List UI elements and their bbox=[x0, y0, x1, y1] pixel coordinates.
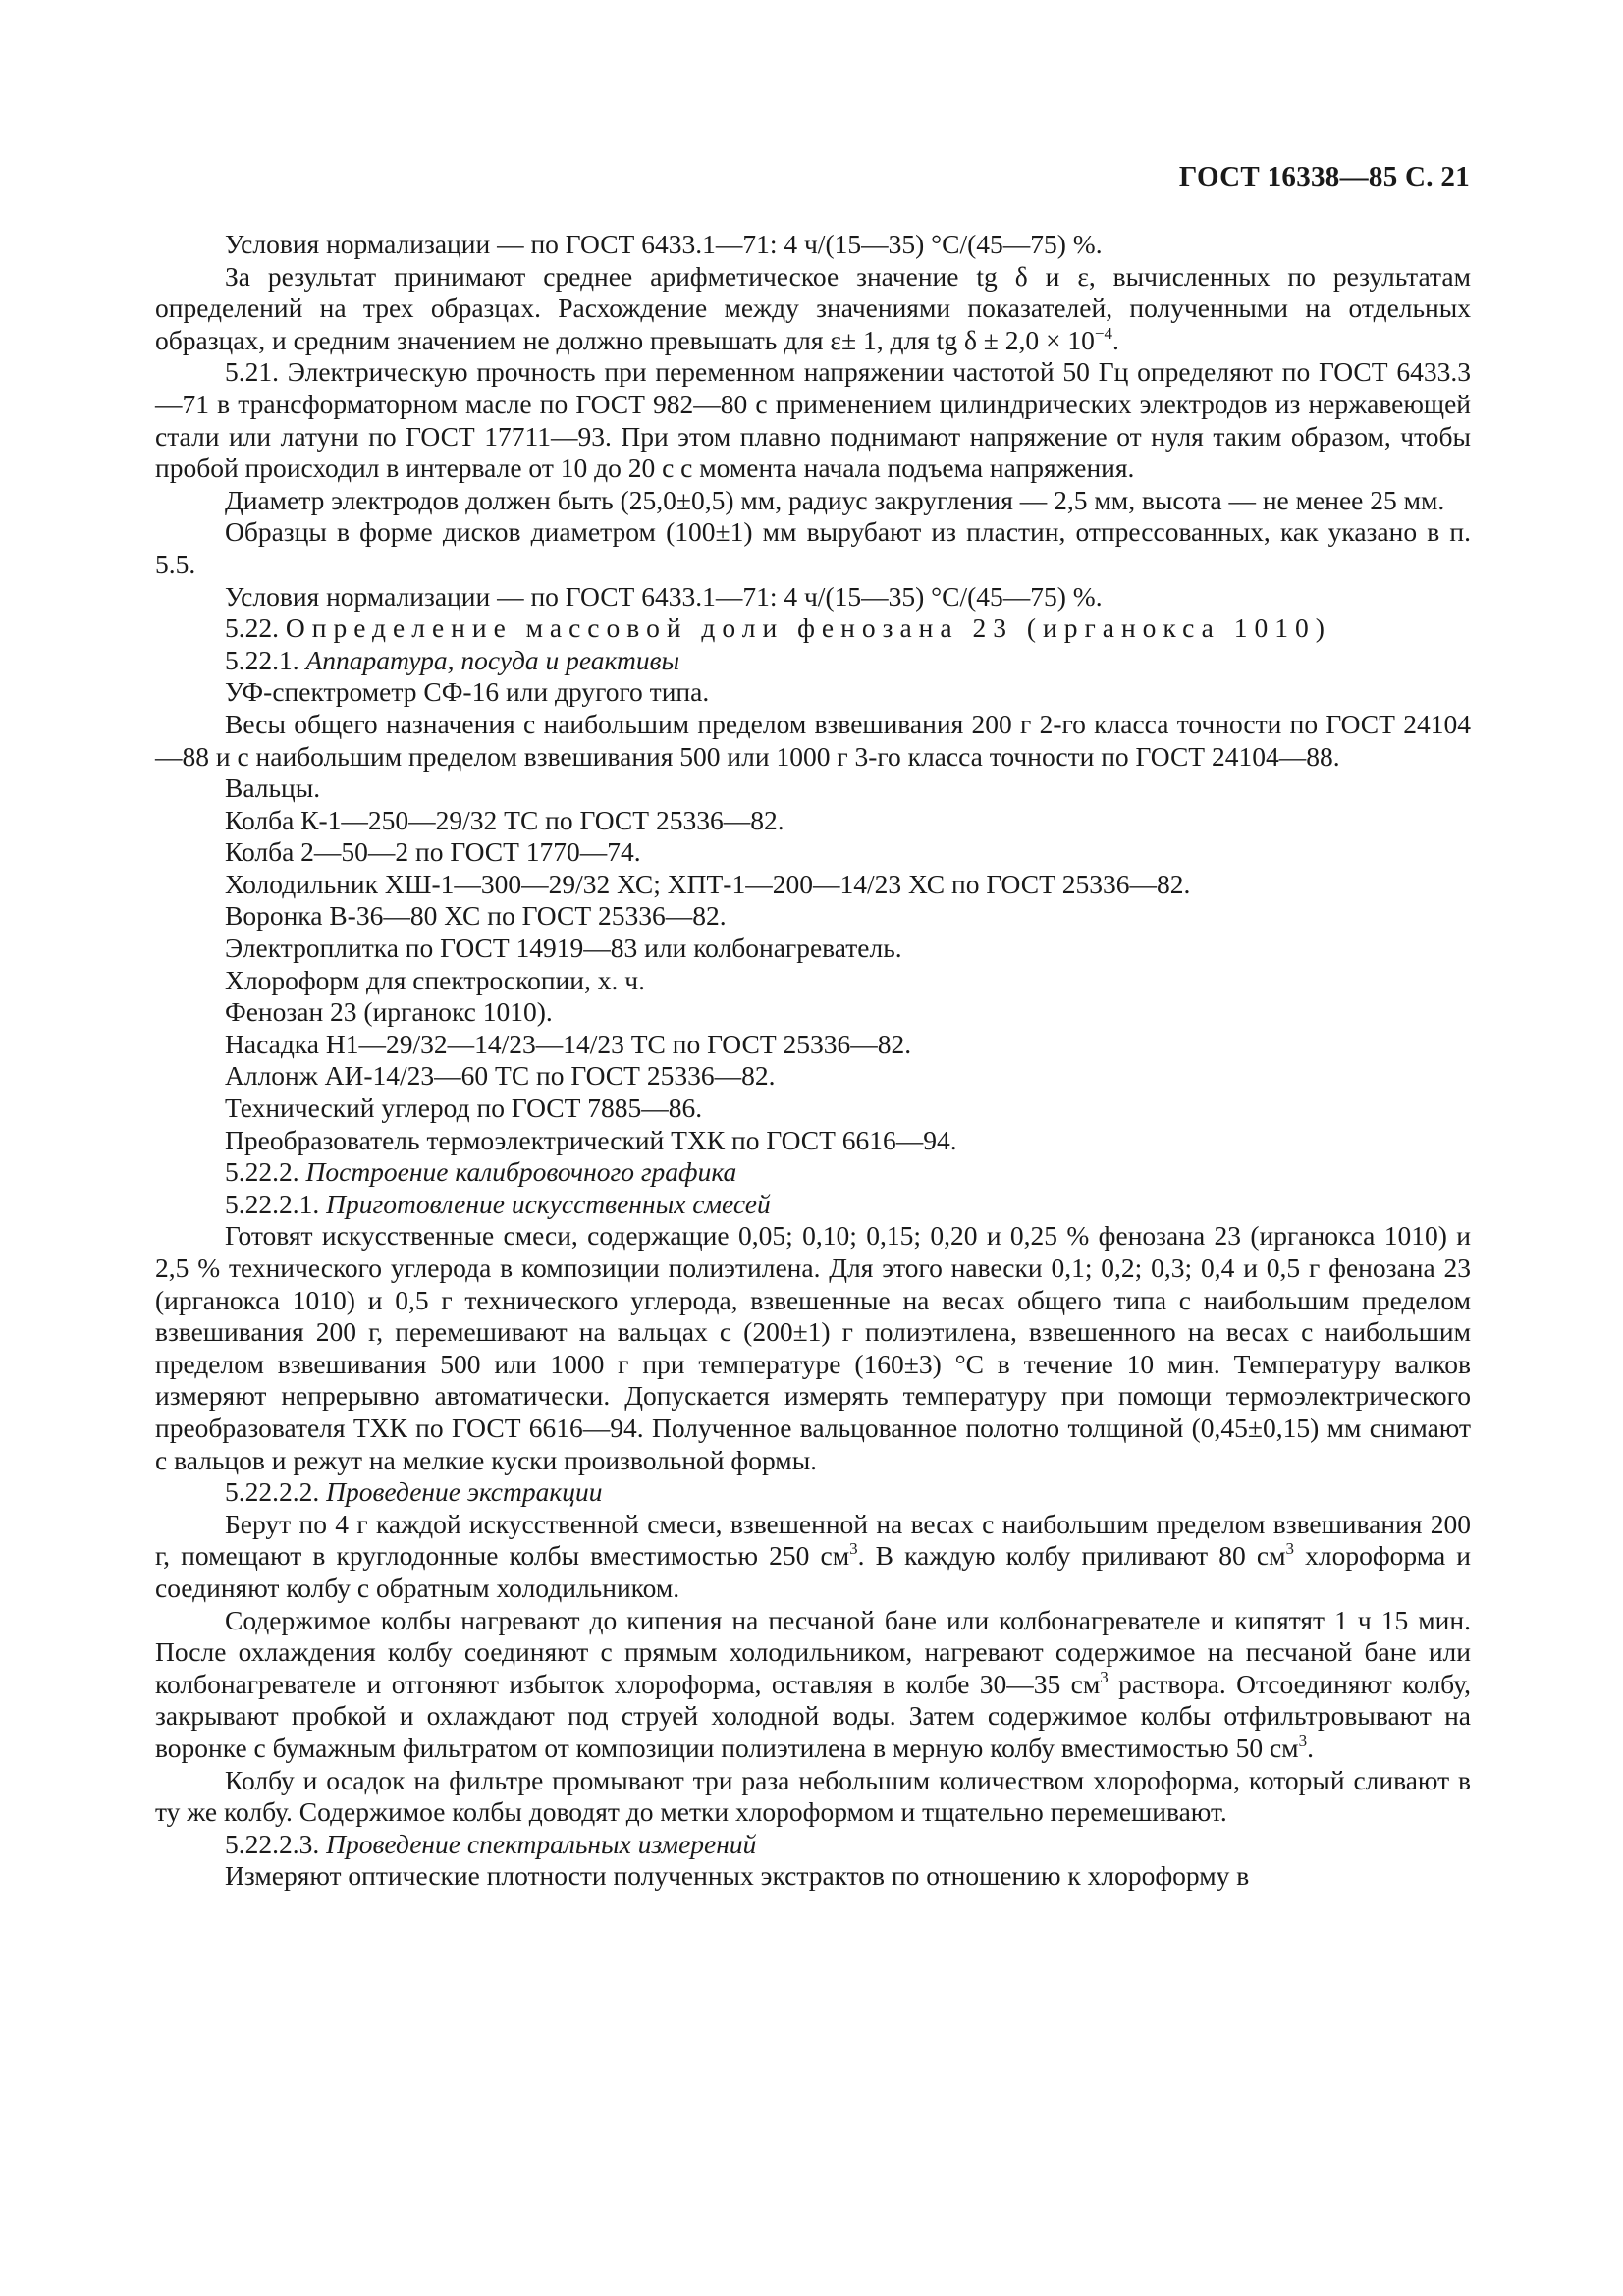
paragraph: Диаметр электродов должен быть (25,0±0,5) мм, радиус закругления — 2,5 мм, высота — не менее 25 мм. bbox=[225, 484, 1445, 515]
section-number: 5.22.2.3. bbox=[225, 1828, 327, 1859]
paragraph bbox=[155, 1156, 1471, 1189]
paragraph: Технический углерод по ГОСТ 7885—86. bbox=[225, 1093, 703, 1124]
paragraph: Измеряют оптические плотности полученных экстрактов по отношению к хлороформу в bbox=[225, 1860, 1250, 1892]
section-number: 5.22.2.1. bbox=[225, 1188, 327, 1219]
document-body bbox=[155, 229, 1471, 1893]
paragraph bbox=[155, 1829, 1471, 1861]
paragraph: 5.21. Электрическую прочность при переменном напряжении частотой 50 Гц определяют по ГОСТ 6433.3—71 в трансформаторном масле по ГОСТ 982—80 с применением цилиндрических электродов из нержавеющей стали или латуни по ГОСТ 17711—93. При этом плавно поднимают напряжение от нуля таким образом, чтобы пробой происходил в интервале от 10 до 20 с с момента начала подъема напряжения. bbox=[155, 356, 1471, 484]
subsection-heading: Проведение экстракции bbox=[326, 1476, 603, 1508]
paragraph: Весы общего назначения с наибольшим пределом взвешивания 200 г 2-го класса точности по ГОСТ 24104—88 и с наибольшим пределом взвешивания 500 или 1000 г 3-го класса точности по ГОСТ 24104—88. bbox=[155, 708, 1471, 772]
subsection-heading: Аппаратура, посуда и реактивы bbox=[305, 644, 680, 675]
paragraph: Колбу и осадок на фильтре промывают три раза небольшим количеством хлороформа, который сливают в ту же колбу. Содержимое колбы доводят до метки хлороформом и тщательно перемешивают. bbox=[155, 1764, 1471, 1828]
paragraph: Электроплитка по ГОСТ 14919—83 или колбонагреватель. bbox=[225, 933, 902, 964]
paragraph: Образцы в форме дисков диаметром (100±1) мм вырубают из пластин, отпрессованных, как указано в п. 5.5. bbox=[155, 516, 1471, 579]
section-number: 5.22.1. bbox=[225, 644, 306, 675]
paragraph: Готовят искусственные смеси, содержащие 0,05; 0,10; 0,15; 0,20 и 0,25 % фенозана 23 (ирганокса 1010) и 2,5 % технического углерода в композиции полиэтилена. Для этого навески 0,1; 0,2; 0,3; 0,4 и 0,5 г фенозана 23 (ирганокса 1010) и 0,5 г технического углерода, взвешенные на весах общего типа с наибольшим пределом взвешивания 200 г, перемешивают на вальцах с (200±1) г полиэтилена, взвешенного на весах с наибольшим пределом взвешивания 500 или 1000 г при температуре (160±3) °С в течение 10 мин. Температуру валков измеряют непрерывно автоматически. Допускается измерять температуру при помощи термоэлектрического преобразователя ТХК по ГОСТ 6616—94. Полученное вальцованное полотно толщиной (0,45±0,15) мм снимают с вальцов и режут на мелкие куски произвольной формы. bbox=[155, 1220, 1471, 1475]
paragraph: Хлороформ для спектроскопии, х. ч. bbox=[225, 964, 645, 995]
paragraph: Колба 2—50—2 по ГОСТ 1770—74. bbox=[225, 836, 641, 868]
subsection-heading: Приготовление искусственных смесей bbox=[326, 1188, 771, 1219]
section-number: 5.22.2. bbox=[225, 1156, 306, 1188]
section-heading: Определение массовой доли фенозана 23 (ирганокса 1010) bbox=[285, 613, 1331, 644]
subsection-heading: Проведение спектральных измерений bbox=[326, 1828, 757, 1859]
paragraph: Условия нормализации — по ГОСТ 6433.1—71: 4 ч/(15—35) °С/(45—75) %. bbox=[225, 229, 1103, 259]
paragraph: УФ-спектрометр СФ-16 или другого типа. bbox=[225, 676, 710, 708]
paragraph: Условия нормализации — по ГОСТ 6433.1—71: 4 ч/(15—35) °С/(45—75) %. bbox=[225, 580, 1103, 612]
paragraph: Насадка Н1—29/32—14/23—14/23 ТС по ГОСТ 25336—82. bbox=[225, 1028, 912, 1059]
paragraph: Холодильник ХШ-1—300—29/32 ХС; ХПТ-1—200—14/23 ХС по ГОСТ 25336—82. bbox=[225, 868, 1191, 899]
subsection-heading: Построение калибровочного графика bbox=[305, 1156, 737, 1188]
paragraph: Преобразователь термоэлектрический ТХК по ГОСТ 6616—94. bbox=[225, 1124, 957, 1155]
paragraph bbox=[155, 645, 1471, 677]
section-number: 5.22.2.2. bbox=[225, 1476, 327, 1508]
page-header: ГОСТ 16338—85 С. 21 bbox=[1178, 161, 1470, 192]
paragraph: Содержимое колбы нагревают до кипения на песчаной бане или колбонагревателе и кипятят 1 ч 15 мин. После охлаждения колбу соединяют с прямым холодильником, нагревают содержимое на песчаной бане или колбонагревателе и отгоняют избыток хлороформа, оставляя в колбе 30—35 $см^3$ раствора. Отсоединяют колбу, закрывают пробкой и охлаждают под струей холодной воды. Затем содержимое колбы отфильтровывают на воронке с бумажным фильтратом от композиции полиэтилена в мерную колбу вместимостью 50 $см^3$. bbox=[155, 1604, 1471, 1763]
paragraph: Фенозан 23 (ирганокс 1010). bbox=[225, 996, 553, 1028]
paragraph: За результат принимают среднее арифметическое значение tg δ и ε, вычисленных по результатам определений на трех образцах. Расхождение между значениями показателей, полученными на отдельных образцах, и средним значением не должно превышать для ε± 1, для tg $\delta \pm 2,0 \times 10^{-4}$. bbox=[155, 260, 1471, 355]
paragraph: Вальцы. bbox=[225, 773, 321, 804]
section-number: 5.22. bbox=[225, 613, 286, 644]
paragraph: Берут по 4 г каждой искусственной смеси, взвешенной на весах с наибольшим пределом взвешивания 200 г, помещают в круглодонные колбы вместимостью 250 $см^3$. В каждую колбу приливают 80 $см^3$ хлороформа и соединяют колбу с обратным холодильником. bbox=[155, 1508, 1472, 1603]
paragraph bbox=[155, 1189, 1471, 1221]
paragraph bbox=[155, 613, 1471, 645]
paragraph: Колба К-1—250—29/32 ТС по ГОСТ 25336—82. bbox=[225, 804, 784, 835]
paragraph: Воронка В-36—80 ХС по ГОСТ 25336—82. bbox=[225, 900, 727, 932]
paragraph: Аллонж АИ-14/23—60 ТС по ГОСТ 25336—82. bbox=[225, 1060, 776, 1092]
paragraph bbox=[155, 1476, 1471, 1509]
